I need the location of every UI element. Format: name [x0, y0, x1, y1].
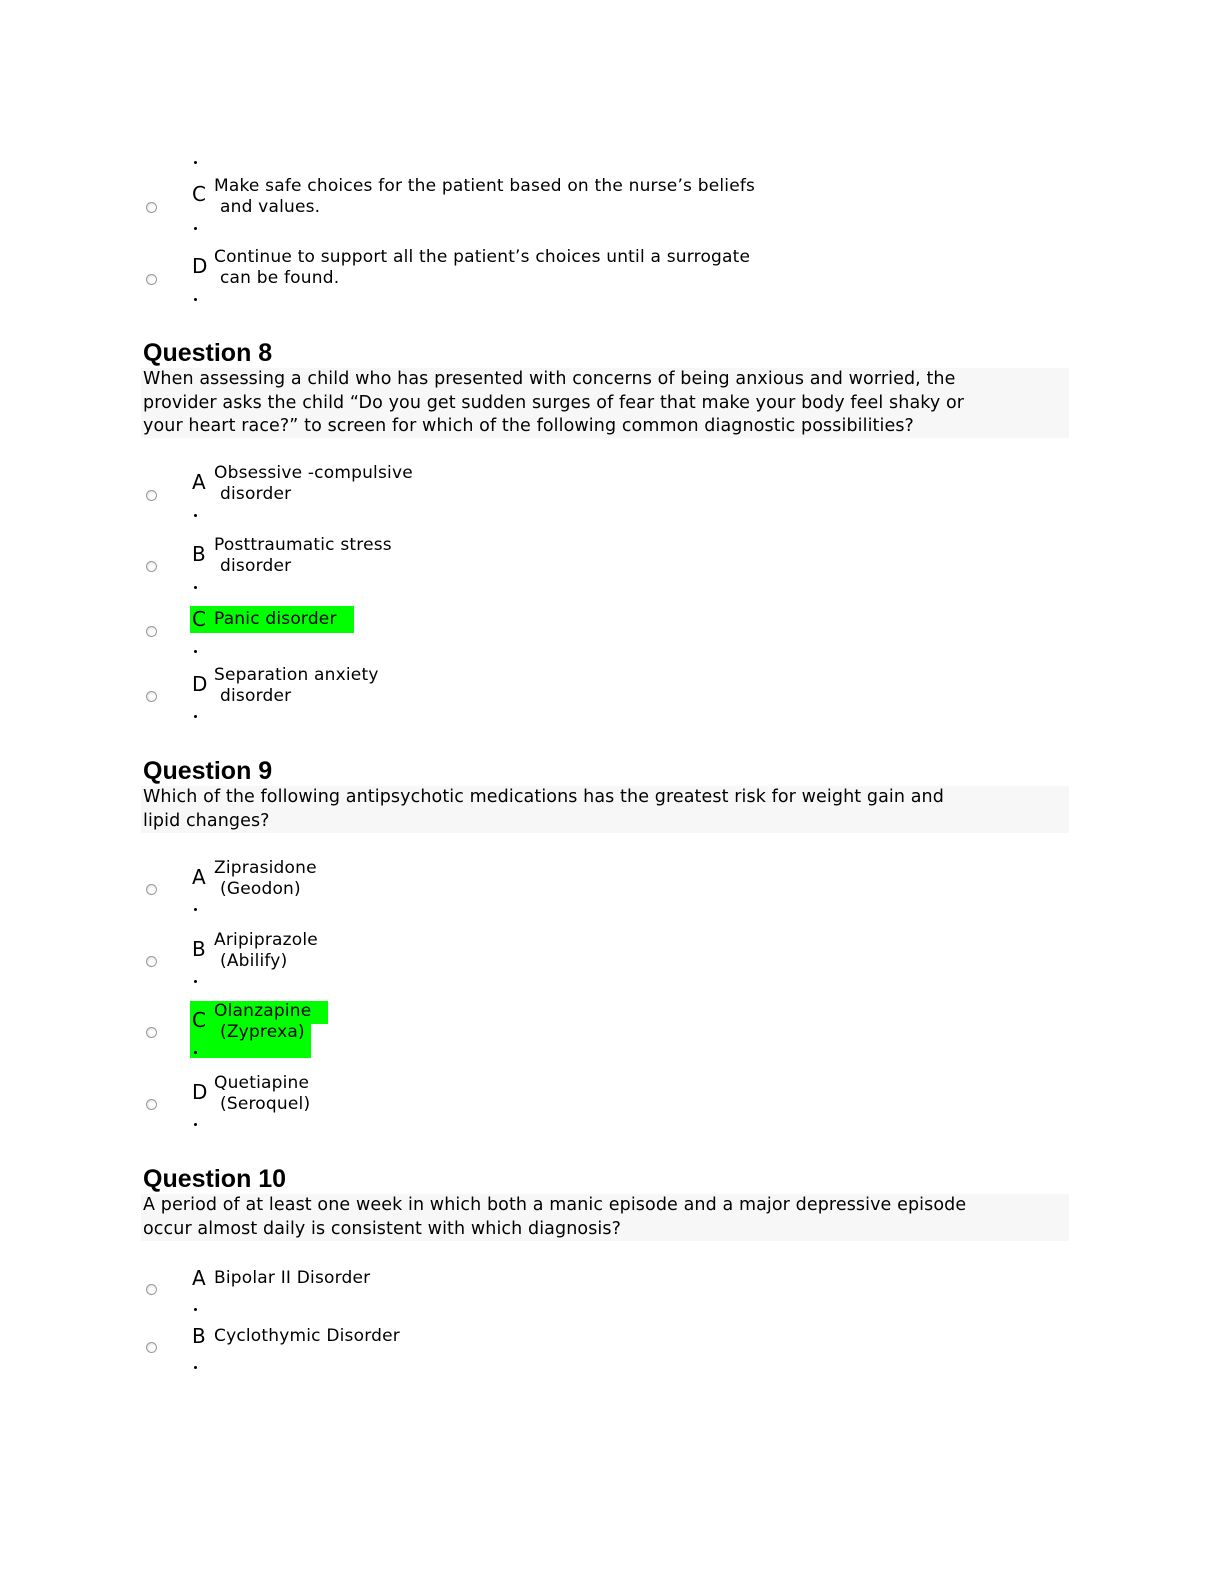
bullet-dot	[194, 298, 197, 301]
option-radio-q8-a[interactable]	[146, 490, 157, 501]
bullet-dot	[194, 161, 197, 164]
option-letter: B	[192, 542, 206, 566]
option-line: Continue to support all the patient’s choices until a surrogate	[214, 247, 751, 267]
option-line: (Geodon)	[220, 879, 301, 899]
question-line: provider asks the child “Do you get sudden surges of fear that make your body feel shaky or	[143, 392, 965, 413]
option-line: Aripiprazole	[214, 930, 318, 950]
option-radio-q8-b[interactable]	[146, 561, 157, 572]
option-line: Olanzapine	[214, 1001, 312, 1021]
option-line: (Abilify)	[220, 951, 288, 971]
option-line: and values.	[220, 197, 321, 217]
question-title: Question 8	[143, 339, 273, 367]
option-text-q9-c	[214, 1001, 311, 1043]
bullet-dot	[194, 1308, 197, 1311]
option-line: Posttraumatic stress	[214, 535, 392, 555]
question-text	[141, 786, 1069, 833]
bullet-dot	[194, 908, 197, 911]
option-text-q10-b	[214, 1326, 400, 1347]
option-radio-q9-d[interactable]	[146, 1099, 157, 1110]
option-line: Bipolar II Disorder	[214, 1268, 371, 1288]
question-line: A period of at least one week in which both a manic episode and a major depressive episode	[143, 1195, 967, 1215]
option-line: Ziprasidone	[214, 858, 317, 878]
question-title: Question 10	[143, 1165, 287, 1193]
option-letter: D	[192, 1080, 208, 1104]
option-text-q7-d	[214, 247, 750, 289]
bullet-dot	[194, 715, 197, 718]
option-line: Separation anxiety	[214, 665, 379, 685]
option-line: can be found.	[220, 268, 340, 288]
option-letter: C	[192, 182, 206, 206]
option-radio-q9-a[interactable]	[146, 884, 157, 895]
option-radio-q7-c[interactable]	[146, 202, 157, 213]
option-line: Cyclothymic Disorder	[214, 1326, 400, 1346]
option-line: Obsessive -compulsive	[214, 463, 413, 483]
option-radio-q9-c[interactable]	[146, 1027, 157, 1038]
option-letter: C	[192, 607, 206, 631]
bullet-dot	[194, 514, 197, 517]
question-line: lipid changes?	[143, 810, 270, 831]
option-text-q9-a	[214, 858, 317, 900]
option-letter: B	[192, 1324, 206, 1348]
option-letter: A	[192, 865, 206, 889]
option-text-q7-c	[214, 176, 755, 218]
question-line: Which of the following antipsychotic medications has the greatest risk for weight gain and	[143, 787, 944, 807]
option-letter: D	[192, 672, 208, 696]
option-line: (Zyprexa)	[220, 1022, 305, 1042]
bullet-dot	[194, 980, 197, 983]
option-line: disorder	[220, 686, 292, 706]
option-line: disorder	[220, 556, 292, 576]
option-radio-q9-b[interactable]	[146, 956, 157, 967]
option-letter: A	[192, 470, 206, 494]
question-title: Question 9	[143, 757, 273, 785]
option-line: Panic disorder	[214, 609, 337, 629]
option-radio-q10-b[interactable]	[146, 1342, 157, 1353]
option-text-q8-a	[214, 463, 413, 505]
question-text	[141, 368, 1069, 438]
option-line: (Seroquel)	[220, 1094, 311, 1114]
bullet-dot	[194, 227, 197, 230]
option-line: Make safe choices for the patient based on the nurse’s beliefs	[214, 176, 756, 196]
question-line: your heart race?” to screen for which of the following common diagnostic possibilities?	[143, 416, 914, 436]
option-radio-q8-d[interactable]	[146, 691, 157, 702]
option-radio-q8-c[interactable]	[146, 626, 157, 637]
option-line: disorder	[220, 484, 292, 504]
option-line: Quetiapine	[214, 1073, 310, 1093]
bullet-dot	[194, 586, 197, 589]
option-text-q8-c	[214, 609, 337, 630]
bullet-dot	[194, 1123, 197, 1126]
option-text-q8-d	[214, 665, 379, 707]
option-letter: B	[192, 937, 206, 961]
option-text-q8-b	[214, 535, 392, 577]
bullet-dot	[194, 1051, 197, 1054]
option-radio-q10-a[interactable]	[146, 1284, 157, 1295]
question-text	[141, 1194, 1069, 1241]
option-letter: D	[192, 254, 208, 278]
question-line: occur almost daily is consistent with which diagnosis?	[143, 1218, 621, 1239]
option-text-q9-d	[214, 1073, 310, 1115]
option-text-q9-b	[214, 930, 318, 972]
option-text-q10-a	[214, 1268, 370, 1289]
question-line: When assessing a child who has presented with concerns of being anxious and worried, the	[143, 369, 956, 389]
bullet-dot	[194, 650, 197, 653]
option-radio-q7-d[interactable]	[146, 274, 157, 285]
option-letter: A	[192, 1266, 206, 1290]
option-letter: C	[192, 1008, 206, 1032]
bullet-dot	[194, 1366, 197, 1369]
